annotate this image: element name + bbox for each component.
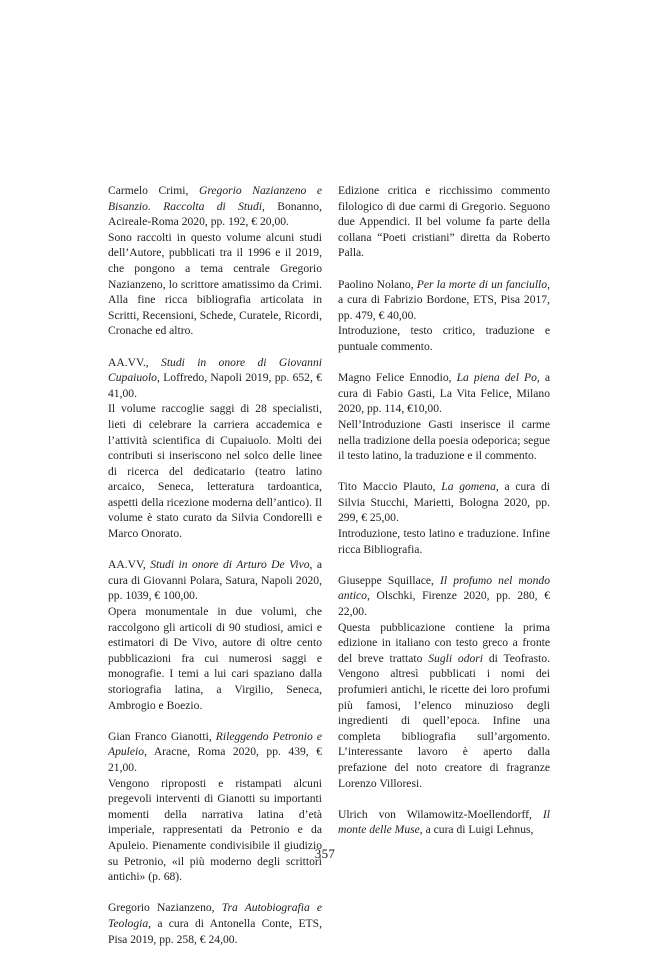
entry-details: , Loffredo, Napoli 2019, pp. 652, € 41,00.	[108, 371, 322, 400]
entry-citation	[338, 479, 550, 526]
entry-author: AA.VV.,	[108, 355, 162, 369]
entry-author: Carmelo Crimi,	[108, 184, 199, 197]
bibliography-entry	[338, 807, 550, 838]
entry-citation	[108, 729, 322, 776]
entry-description: Introduzione, testo critico, traduzione e puntuale commento.	[338, 324, 550, 353]
entry-description: Nell’Introduzione Gasti inserisce il carme nella tradizione della poesia odeporica; segue il testo latino, la traduzione e il commento.	[338, 417, 550, 463]
bibliography-entry	[338, 573, 550, 791]
entry-description: Sono raccolti in questo volume alcuni studi dell’Autore, pubblicati tra il 1996 e il 2019, che pongono a tema centrale Gregorio Nazianzeno, lo scrittore amatissimo da Crimi. Alla fine ricca bibliografia articolata in Scritti, Recensioni, Schede, Curatele, Ricordi, Cronache ed altro.	[108, 230, 322, 338]
entry-citation	[108, 557, 322, 604]
entry-details: , a cura di Fabrizio Bordone, ETS, Pisa 2017, pp. 479, € 40,00.	[338, 277, 550, 322]
entry-title: Il profumo nel mondo antico	[338, 573, 550, 603]
entry-details: , Bonanno, Acireale-Roma 2020, pp. 192, € 20,00.	[108, 199, 323, 229]
entry-title: Per la morte di un fanciullo	[416, 277, 548, 291]
bibliography-entry-continued	[338, 183, 550, 261]
page-number: 357	[314, 846, 336, 861]
bibliography-entry	[338, 370, 550, 464]
description-text: Questa pubblicazione contiene la prima edizione in italiano con testo greco a fronte del breve trattato	[338, 620, 550, 665]
entry-description: Il volume raccoglie saggi di 28 specialisti, lieti di celebrare la carriera accademica e l’attività scientifica di Cupaiuolo. Molti dei contributi si inseriscono nel solco delle linee di ricerca del dedicatario (teatro latino arcaico, Seneca, letteratura tardoantica, aspetti della ricezione moderna dell’antico). Il volume è stato curato da Silvia Condorelli e Marco Onorato.	[108, 402, 322, 541]
entry-author: Giuseppe Squillace,	[338, 573, 441, 587]
entry-author: Tito Maccio Plauto,	[338, 480, 442, 494]
entry-title: Rileggendo Petronio e Apuleio	[108, 729, 322, 759]
entry-citation	[108, 355, 322, 402]
entry-title: Gregorio Nazianzeno e Bisanzio. Raccolta di Studi	[108, 184, 323, 213]
entry-author: Gian Franco Gianotti,	[108, 729, 216, 743]
entry-author: Magno Felice Ennodio,	[338, 371, 457, 385]
entry-citation	[108, 183, 322, 230]
entry-citation	[108, 900, 322, 947]
entry-title: Studi in onore di Arturo De Vivo	[150, 558, 310, 572]
entry-description: Edizione critica e ricchissimo commento filologico di due carmi di Gregorio. Seguono due Appendici. Il bel volume fa parte della collana “Poeti cristiani” diretta da Roberto Palla.	[338, 184, 550, 260]
entry-title: Tra Autobiografia e Teologia	[108, 901, 323, 930]
description-work-title: Sugli odori	[428, 651, 484, 665]
entry-details: , a cura di Luigi Lehnus,	[419, 823, 534, 837]
bibliography-entry	[108, 557, 322, 713]
description-text: di Teofrasto. Vengono altresì pubblicati i nomi dei profumieri antichi, le ricette dei loro profumi più famosi, l’elenco minuzioso degli ingredienti di quell’epoca. Infine una completa bibliografia sull’argomento. L’interessante lavoro è aperto dalla prefazione del noto creatore di fragranze Lorenzo Villoresi.	[338, 651, 551, 790]
entry-title: La gomena	[441, 480, 496, 494]
entry-author: Paolino Nolano,	[338, 277, 417, 291]
entry-title: Studi in onore di Giovanni Cupaiuolo	[108, 355, 322, 385]
entry-details: , a cura di Giovanni Polara, Satura, Napoli 2020, pp. 1039, € 100,00.	[108, 558, 322, 603]
entry-citation	[338, 807, 550, 838]
entry-title: La piena del Po	[456, 371, 537, 385]
bibliography-entry	[338, 277, 550, 355]
entry-description: Vengono riproposti e ristampati alcuni pregevoli interventi di Gianotti su importanti momenti della narrativa latina d’età imperiale, rappresentati da Petronio e da Apuleio. Pienamente condivisibile il giudizio su Petronio, «il più moderno degli scrittori antichi» (p. 68).	[108, 776, 322, 884]
entry-citation	[338, 277, 550, 324]
entry-author: Gregorio Nazianzeno,	[108, 901, 222, 915]
entry-author: AA.VV,	[108, 558, 151, 572]
entry-citation	[338, 370, 550, 417]
entry-citation	[338, 573, 550, 620]
bibliography-entry	[108, 355, 322, 542]
bibliography-entry	[108, 900, 322, 947]
entry-details: , Olschki, Firenze 2020, pp. 280, € 22,00.	[338, 589, 550, 619]
entry-title: Il monte delle Muse	[338, 807, 550, 837]
entry-details: , a cura di Fabio Gasti, La Vita Felice, Milano 2020, pp. 114, €10,00.	[338, 371, 550, 416]
bibliography-entry	[108, 183, 322, 339]
entry-details: , a cura di Silvia Stucchi, Marietti, Bologna 2020, pp. 299, € 25,00.	[338, 480, 550, 525]
entry-details: , a cura di Antonella Conte, ETS, Pisa 2019, pp. 258, € 24,00.	[108, 916, 322, 946]
bibliography-entry	[338, 479, 550, 557]
right-column	[338, 183, 550, 854]
entry-details: , Aracne, Roma 2020, pp. 439, € 21,00.	[108, 745, 322, 774]
entry-description	[338, 620, 550, 792]
entry-description: Opera monumentale in due volumi, che raccolgono gli articoli di 90 studiosi, amici e estimatori di De Vivo, autore di oltre cento pubblicazioni fra cui numerosi saggi e monografie. I temi a lui cari spaziano dalla storiografia latina, a Virgilio, Seneca, Ambrogio e Boezio.	[108, 605, 322, 712]
entry-author: Ulrich von Wilamowitz-Moellendorff,	[338, 807, 543, 821]
entry-description: Introduzione, testo latino e traduzione. Infine ricca Bibliografia.	[338, 527, 550, 556]
